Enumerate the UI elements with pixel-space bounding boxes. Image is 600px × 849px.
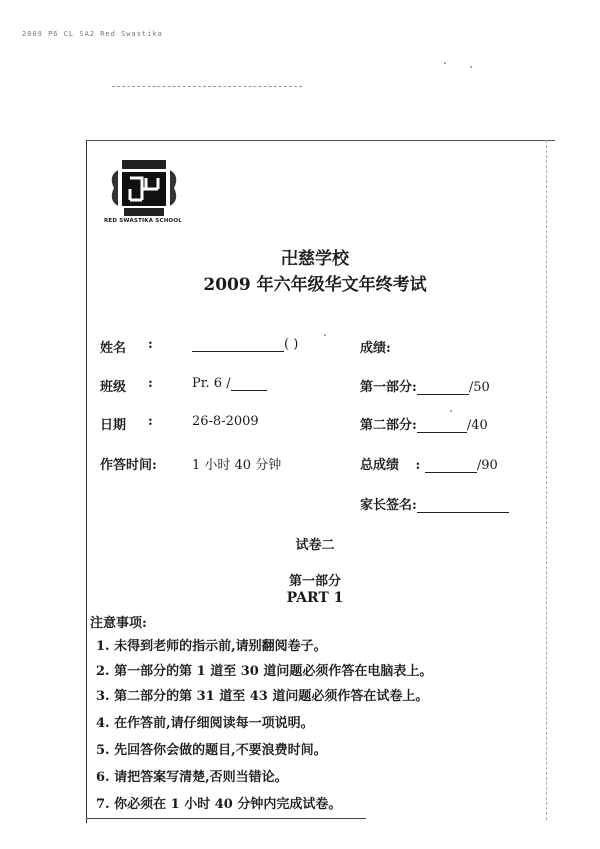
footer-rule: [86, 818, 366, 819]
instruction-item: 6. 请把答案写清楚,否则当错论。: [96, 770, 288, 785]
class-field[interactable]: [192, 376, 267, 391]
parent-signature-blank[interactable]: [417, 512, 509, 513]
time-label: 作答时间:: [100, 458, 157, 473]
class-value: Pr. 6 /: [192, 376, 231, 391]
colon: :: [148, 337, 153, 352]
class-label: 班级: [100, 380, 127, 395]
part1-total: /50: [468, 380, 490, 395]
time-value: 1 小时 40 分钟: [192, 458, 282, 473]
section-label-en: PART 1: [286, 590, 344, 606]
part1-score-field[interactable]: [360, 376, 490, 395]
part2-label: 第二部分:: [360, 418, 417, 433]
part1-blank[interactable]: [417, 394, 469, 395]
name-blank[interactable]: [192, 351, 284, 352]
scan-header-text: 2009 P6 CL SA2 Red Swastika: [22, 30, 163, 38]
part2-total: /40: [466, 418, 488, 433]
date-label: 日期: [100, 418, 127, 433]
instruction-item: 4. 在作答前,请仔细阅读每一项说明。: [96, 716, 314, 731]
index-number-blank[interactable]: ( ): [284, 337, 299, 352]
total-blank[interactable]: [425, 472, 477, 473]
scan-speck: [470, 66, 472, 68]
school-logo-caption: RED SWASTIKA SCHOOL: [104, 218, 182, 224]
scan-speck: [444, 62, 446, 64]
instruction-item: 3. 第二部分的第 31 道至 43 道问题必须作答在试卷上。: [96, 689, 429, 704]
name-field[interactable]: [192, 337, 298, 352]
colon: :: [415, 458, 421, 473]
school-title: 卍慈学校: [281, 249, 349, 269]
section-label-cn: 第一部分: [288, 574, 341, 589]
sheet-right-edge: [546, 140, 547, 820]
exam-title: 2009 年六年级华文年终考试: [203, 275, 427, 295]
colon: :: [148, 414, 153, 429]
date-value: 26-8-2009: [192, 414, 259, 429]
instruction-item: 7. 你必须在 1 小时 40 分钟内完成试卷。: [96, 797, 342, 812]
faint-scan-line: [112, 86, 302, 87]
instructions-heading: 注意事项:: [90, 616, 147, 631]
score-label: 成绩:: [360, 341, 391, 356]
colon: :: [148, 376, 153, 391]
instruction-item: 5. 先回答你会做的题目,不要浪费时间。: [96, 743, 327, 758]
part2-score-field[interactable]: [360, 414, 488, 433]
parent-signature-label: 家长签名:: [360, 498, 417, 513]
class-blank[interactable]: [231, 390, 267, 391]
instruction-item: 2. 第一部分的第 1 道至 30 道问题必须作答在电脑表上。: [96, 664, 433, 679]
total-score-field[interactable]: [360, 454, 498, 473]
instruction-item: 1. 未得到老师的指示前,请别翻阅卷子。: [96, 639, 327, 654]
part1-label: 第一部分:: [360, 380, 417, 395]
paper-label: 试卷二: [295, 538, 335, 553]
parent-signature-field[interactable]: [360, 494, 509, 513]
total-max: /90: [476, 458, 498, 473]
total-label: 总成绩: [360, 458, 400, 473]
part2-blank[interactable]: [417, 432, 467, 433]
name-label: 姓名: [100, 341, 127, 356]
